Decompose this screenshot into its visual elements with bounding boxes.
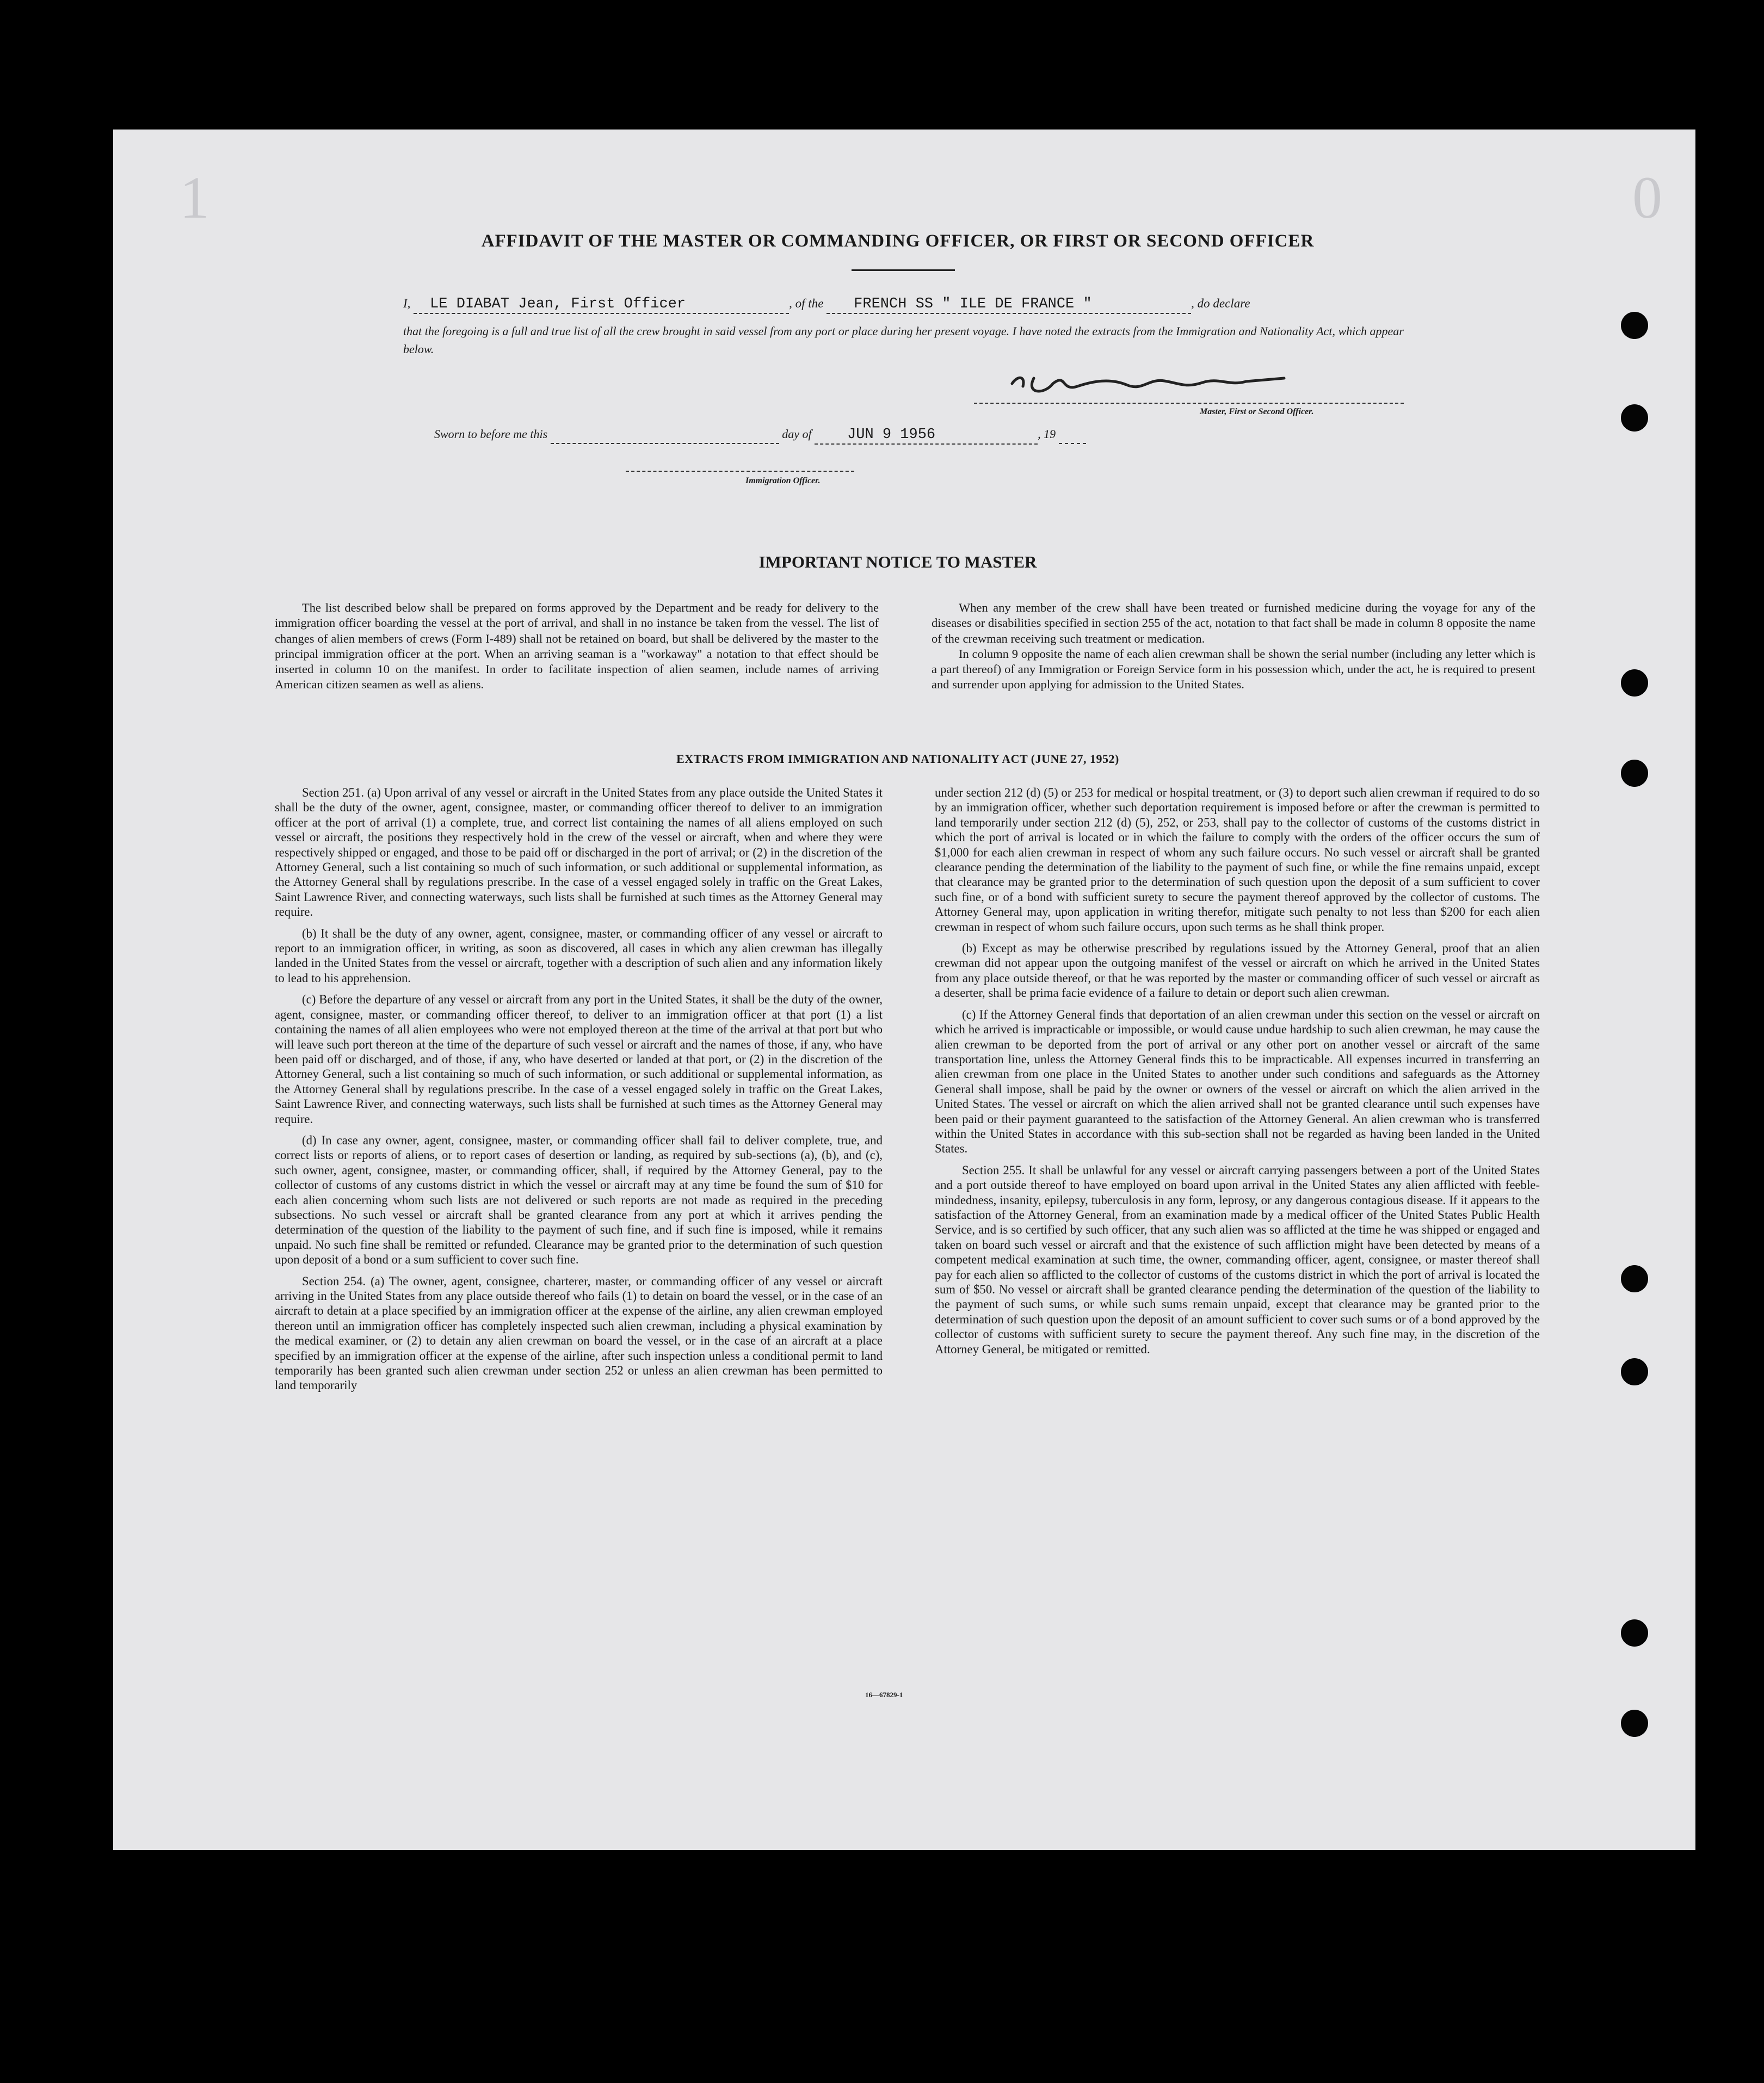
notice-paragraph: In column 9 opposite the name of each alien crewman shall be shown the serial number (including any letter which is a part thereof) of any Immigration or Foreign Service form in his possession which, under the act, he is required to present and surrender upon applying for admission to the United States. [932, 646, 1535, 692]
year-label: , 19 [1038, 427, 1056, 441]
notice-paragraph: When any member of the crew shall have been treated or furnished medicine during the voyage for any of the diseases or disabilities specified in section 255 of the act, notation to that fact shall be made in column 8 opposite the name of the crewman receiving such treatment or medication. [932, 601, 1535, 645]
sworn-day-field [551, 426, 779, 444]
punch-hole [1621, 1710, 1648, 1737]
extracts-right-column [935, 785, 1540, 1363]
notice-left-column [275, 600, 879, 699]
sworn-line [434, 426, 1436, 445]
extract-paragraph: (d) In case any owner, agent, consignee, master, or commanding officer shall fail to deliver complete, true, and correct lists or reports of aliens, or to report cases of desertion or landing, as required by sub-sections (a), (b), and (c), such owner, agent, consignee, master, or commanding officer, shall, if required by the Attorney General, pay to the collector of customs of any customs district in which the vessel or aircraft may at any time be found the sum of $10 for each alien concerning whom such lists are not delivered or such reports are not made as required in the preceding subsections. No such vessel or aircraft shall be granted clearance from any port at which it arrives pending the determination of the question of the liability to the payment of such fine, and if such fine is imposed, while it remains unpaid. No such fine shall be remitted or refunded. Clearance may be granted prior to the determination of such question upon deposit of a bond or a sum sufficient to cover such fine. [275, 1133, 883, 1267]
extract-paragraph: (b) Except as may be otherwise prescribed by regulations issued by the Attorney General, proof that an alien crewman did not appear upon the outgoing manifest of the vessel or aircraft on which he arrived in the United States from any place outside thereof, or that he was reported by the master or commanding officer of such vessel or aircraft as a deserter, shall be prima facie evidence of a failure to detain or deport such alien crewman. [935, 941, 1540, 1000]
signature-caption: Master, First or Second Officer. [1200, 407, 1314, 416]
affidavit-title: AFFIDAVIT OF THE MASTER OR COMMANDING OFFICER, OR FIRST OR SECOND OFFICER [481, 231, 1315, 251]
form-number: 16—67829-1 [865, 1691, 903, 1699]
year-field [1059, 426, 1086, 444]
vessel-name: FRENCH SS " ILE DE FRANCE " [854, 296, 1092, 312]
notice-title: IMPORTANT NOTICE TO MASTER [758, 552, 1037, 571]
extracts-title: EXTRACTS FROM IMMIGRATION AND NATIONALITY ACT (JUNE 27, 1952) [676, 752, 1119, 766]
immigration-officer-line [626, 471, 854, 472]
extract-paragraph: under section 212 (d) (5) or 253 for medical or hospital treatment, or (3) to deport such alien crewman if required to do so by an immigration officer, whether such deportation requirement is imposed before or after the crewman is permitted to land temporarily under section 212 (d) (5), 252, or 253, shall pay to the collector of customs of the customs district in which the port of arrival is located or in which the failure to comply with the orders of the officer occurs the sum of $1,000 for each alien crewman in respect of whom any such failure occurs. No such vessel or aircraft shall be granted clearance pending the determination of the liability to the payment of such fine, or while the fine remains unpaid, except that clearance may be granted prior to the determination of such question upon the deposit of a sum sufficient to cover such fine, or of a bond with sufficient surety to secure the payment thereof approved by the collector of customs. The Attorney General may, upon application in writing therefor, mitigate such penalty to not less than $200 for each alien crewman in respect of whom such failure occurs, upon such terms as he shall think proper. [935, 786, 1540, 934]
i-prefix: I, [403, 297, 411, 310]
punch-hole [1621, 669, 1648, 697]
punch-hole [1621, 1358, 1648, 1385]
extract-paragraph: (b) It shall be the duty of any owner, agent, consignee, master, or commanding officer of any vessel or aircraft to report to an immigration officer, in writing, as soon as discovered, all cases in which any alien crewman has illegally landed in the United States from the vessel or aircraft, together with a description of such alien and any information likely to lead to his apprehension. [275, 926, 883, 985]
extracts-left-column [275, 785, 883, 1400]
day-of-label: day of [782, 427, 812, 441]
extract-paragraph: (c) Before the departure of any vessel or aircraft from any port in the United States, it shall be the duty of the owner, agent, consignee, master, or commanding officer thereof, to deliver to an immigration officer at that port (1) a list containing the names of all alien employees who were not employed thereon at the time of the arrival at that port but who will leave such port thereon at the time of the departure of such vessel or aircraft and the names of those, if any, who have been paid off or discharged, and of those, if any, who have deserted or landed at that port, or (2) in the discretion of the Attorney General, such a list containing so much of such information, or such additional or supplemental information, as the Attorney General shall by regulations prescribe. In the case of a vessel engaged solely in traffic on the Great Lakes, Saint Lawrence River, and connecting waterways, such lists shall be furnished at such times as the Attorney General may require. [275, 993, 883, 1126]
notice-right-column [932, 600, 1535, 699]
sworn-date-field [815, 426, 1038, 445]
extract-paragraph: (c) If the Attorney General finds that deportation of an alien crewman under this section on the vessel or aircraft on which he arrived is impracticable or impossible, or would cause undue hardship to such alien crewman, he may cause the alien crewman to be deported from the port of arrival or any other port on another vessel or aircraft of the same transportation line, unless the Attorney General finds this to be impracticable. All expenses incurred in transferring an alien crewman from one place in the United States to another under such conditions and safeguards as the Attorney General shall impose, shall be paid by the owner or owners of the vessel or aircraft on which the alien arrived in the United States. The vessel or aircraft on which the alien arrived shall not be granted clearance until such expenses have been paid or their payment guaranteed to the satisfaction of the Attorney General. An alien crewman who is transferred within the United States in accordance with this sub-section shall not be regarded as having been landed in the United States. [935, 1007, 1540, 1156]
signature-line [974, 403, 1404, 404]
title-rule [852, 269, 955, 271]
sworn-label: Sworn to before me this [434, 427, 548, 441]
punch-hole [1621, 760, 1648, 787]
extract-paragraph: Section 254. (a) The owner, agent, consignee, charterer, master, or commanding officer of any vessel or aircraft arriving in the United States from any place outside thereof who fails (1) to detain on board the vessel, or in the case of an aircraft to detain at a place specified by an immigration officer at the expense of the airline, any alien crewman employed thereon until an immigration officer has completely inspected such alien crewman, including a physical examination by the medical examiner, or (2) to detain any alien crewman on board the vessel, or in the case of an aircraft at a place specified by an immigration officer at the expense of the airline, after such inspection unless a conditional permit to land temporarily has been granted such alien crewman under section 252 or unless an alien crewman has been permitted to land temporarily [275, 1274, 883, 1392]
declaration-line [403, 295, 1405, 314]
do-declare-label: , do declare [1191, 297, 1250, 310]
officer-name-field [414, 295, 789, 314]
notice-paragraph: The list described below shall be prepared on forms approved by the Department and be ready for delivery to the immigration officer boarding the vessel at the port of arrival, and shall in no instance be taken from the vessel. The list of changes of alien members of crews (Form I-489) shall not be retained on board, but shall be delivered by the master to the principal immigration officer at the port. When an arriving seaman is a "workaway" a notation to that effect should be inserted in column 10 on the manifest. In order to facilitate inspection of alien seamen, include names of arriving American citizen seamen as well as aliens. [275, 601, 879, 692]
vessel-name-field [827, 295, 1191, 314]
punch-hole [1621, 312, 1648, 339]
declaration-text: that the foregoing is a full and true list of all the crew brought in said vessel from any port or place during her present voyage. I have noted the extracts from the Immigration and Nationality Act, which appear below. [403, 324, 1404, 356]
immigration-officer-label: Immigration Officer. [745, 476, 821, 485]
extract-paragraph: Section 251. (a) Upon arrival of any vessel or aircraft in the United States from any place outside the United States it shall be the duty of the owner, agent, consignee, master, or commanding officer thereof to deliver to an immigration officer at the port of arrival (1) a complete, true, and correct list containing the names of all aliens employed on such vessel or aircraft, the positions they respectively hold in the crew of the vessel or aircraft, when and where they were respectively shipped or engaged, and those to be paid off or discharged in the port of arrival; or (2) in the discretion of the Attorney General, such a list containing so much of such information, or such additional or supplemental information, as the Attorney General shall by regulations prescribe. In the case of a vessel engaged solely in traffic on the Great Lakes, Saint Lawrence River, and connecting waterways, such lists shall be furnished at such times as the Attorney General may require. [275, 786, 883, 919]
of-label: , of the [789, 297, 824, 310]
punch-hole [1621, 1619, 1648, 1647]
bleed-through-mark: 0 [1632, 164, 1662, 231]
punch-hole [1621, 1265, 1648, 1292]
bleed-through-mark: 1 [180, 164, 209, 231]
officer-name: LE DIABAT Jean, First Officer [430, 296, 686, 312]
sworn-date: JUN 9 1956 [847, 427, 936, 443]
signature [1001, 362, 1349, 405]
punch-hole [1621, 404, 1648, 432]
extract-paragraph: Section 255. It shall be unlawful for any vessel or aircraft carrying passengers between a port of the United States and a port outside thereof to have employed on board upon arrival in the United States any alien afflicted with feeble-mindedness, insanity, epilepsy, tuberculosis in any form, leprosy, or any dangerous contagious disease. If it appears to the satisfaction of the Attorney General, from an examination made by a medical officer of the United States Public Health Service, and is so certified by such officer, that any such alien was so afflicted at the time he was shipped or engaged and taken on board such vessel or aircraft and that the existence of such affliction might have been detected by means of a competent medical examination at such time, the owner, commanding officer, agent, consignee, or master thereof shall pay for each alien so afflicted to the collector of customs of the customs district in which the port of arrival is located the sum of $50. No vessel or aircraft shall be granted clearance pending the determination of the question of the liability to the payment of such sums, or while such sums remain unpaid, except that clearance may be granted prior to the determination of such question upon the deposit of an amount sufficient to cover such sums or of a bond approved by the collector of customs with sufficient surety to secure the payment thereof. Any such fine may, in the discretion of the Attorney General, be mitigated or remitted. [935, 1163, 1540, 1356]
